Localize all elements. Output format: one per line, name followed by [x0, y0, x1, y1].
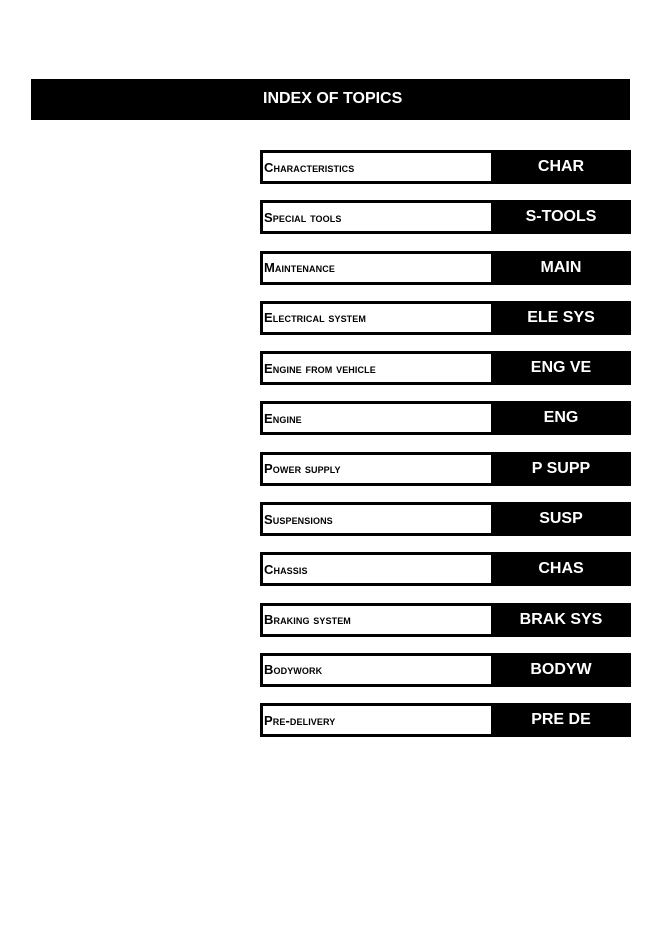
topic-name: Bodywork — [264, 662, 323, 678]
topic-code: ENG — [543, 409, 579, 427]
topic-code-tab — [491, 552, 631, 586]
topic-name-box — [260, 301, 491, 335]
topic-name-box — [260, 200, 491, 234]
topic-code: ELE SYS — [527, 308, 595, 326]
topic-link-suspensions[interactable] — [260, 502, 631, 536]
topic-code-tab — [491, 502, 631, 536]
topic-name-box — [260, 150, 491, 184]
topic-name: Electrical system — [264, 310, 366, 326]
topic-code-tab — [491, 301, 631, 335]
topic-name-box — [260, 552, 491, 586]
topic-name: Engine — [264, 410, 302, 426]
topic-code: BRAK SYS — [519, 610, 603, 628]
topic-name: Suspensions — [264, 511, 333, 527]
topic-name: Characteristics — [264, 159, 355, 175]
topic-name-box — [260, 703, 491, 737]
topic-link-pre-delivery[interactable] — [260, 703, 631, 737]
topic-code: CHAR — [537, 158, 585, 175]
topic-link-power-supply[interactable] — [260, 452, 631, 486]
topic-code: S-TOOLS — [525, 208, 597, 226]
topic-code-tab — [491, 603, 631, 637]
topic-name-box — [260, 401, 491, 435]
topic-name: Chassis — [264, 561, 308, 577]
topic-link-chassis[interactable] — [260, 552, 631, 586]
topic-name: Pre-delivery — [264, 712, 336, 728]
index-header-bar — [31, 79, 630, 120]
topic-code: P SUPP — [531, 459, 591, 477]
topic-index-list — [260, 150, 631, 754]
topic-code-tab — [491, 200, 631, 234]
topic-name-box — [260, 653, 491, 687]
page-title: INDEX OF TOPICS — [263, 90, 403, 107]
topic-link-electrical-system[interactable] — [260, 301, 631, 335]
topic-code: MAIN — [540, 258, 582, 276]
topic-name-box — [260, 452, 491, 486]
topic-name-box — [260, 603, 491, 637]
topic-name: Power supply — [264, 461, 341, 477]
topic-code-tab — [491, 251, 631, 285]
topic-link-engine[interactable] — [260, 401, 631, 435]
topic-code: PRE DE — [531, 711, 591, 729]
topic-name: Special tools — [264, 209, 342, 225]
topic-code: BODYW — [530, 660, 592, 678]
topic-code: SUSP — [539, 510, 583, 528]
topic-name: Braking system — [264, 612, 351, 628]
topic-code-tab — [491, 401, 631, 435]
topic-code: CHAS — [538, 560, 584, 578]
topic-code-tab — [491, 452, 631, 486]
topic-name-box — [260, 251, 491, 285]
topic-name-box — [260, 351, 491, 385]
topic-code-tab — [491, 150, 631, 184]
topic-code-tab — [491, 351, 631, 385]
topic-name: Engine from vehicle — [264, 360, 376, 376]
topic-link-braking-system[interactable] — [260, 603, 631, 637]
topic-code-tab — [491, 653, 631, 687]
topic-link-maintenance[interactable] — [260, 251, 631, 285]
topic-name: Maintenance — [264, 260, 335, 276]
topic-code-tab — [491, 703, 631, 737]
topic-link-engine-from-vehicle[interactable] — [260, 351, 631, 385]
topic-link-characteristics[interactable] — [260, 150, 631, 184]
topic-code: ENG VE — [530, 359, 592, 377]
topic-link-bodywork[interactable] — [260, 653, 631, 687]
topic-name-box — [260, 502, 491, 536]
topic-link-special-tools[interactable] — [260, 200, 631, 234]
